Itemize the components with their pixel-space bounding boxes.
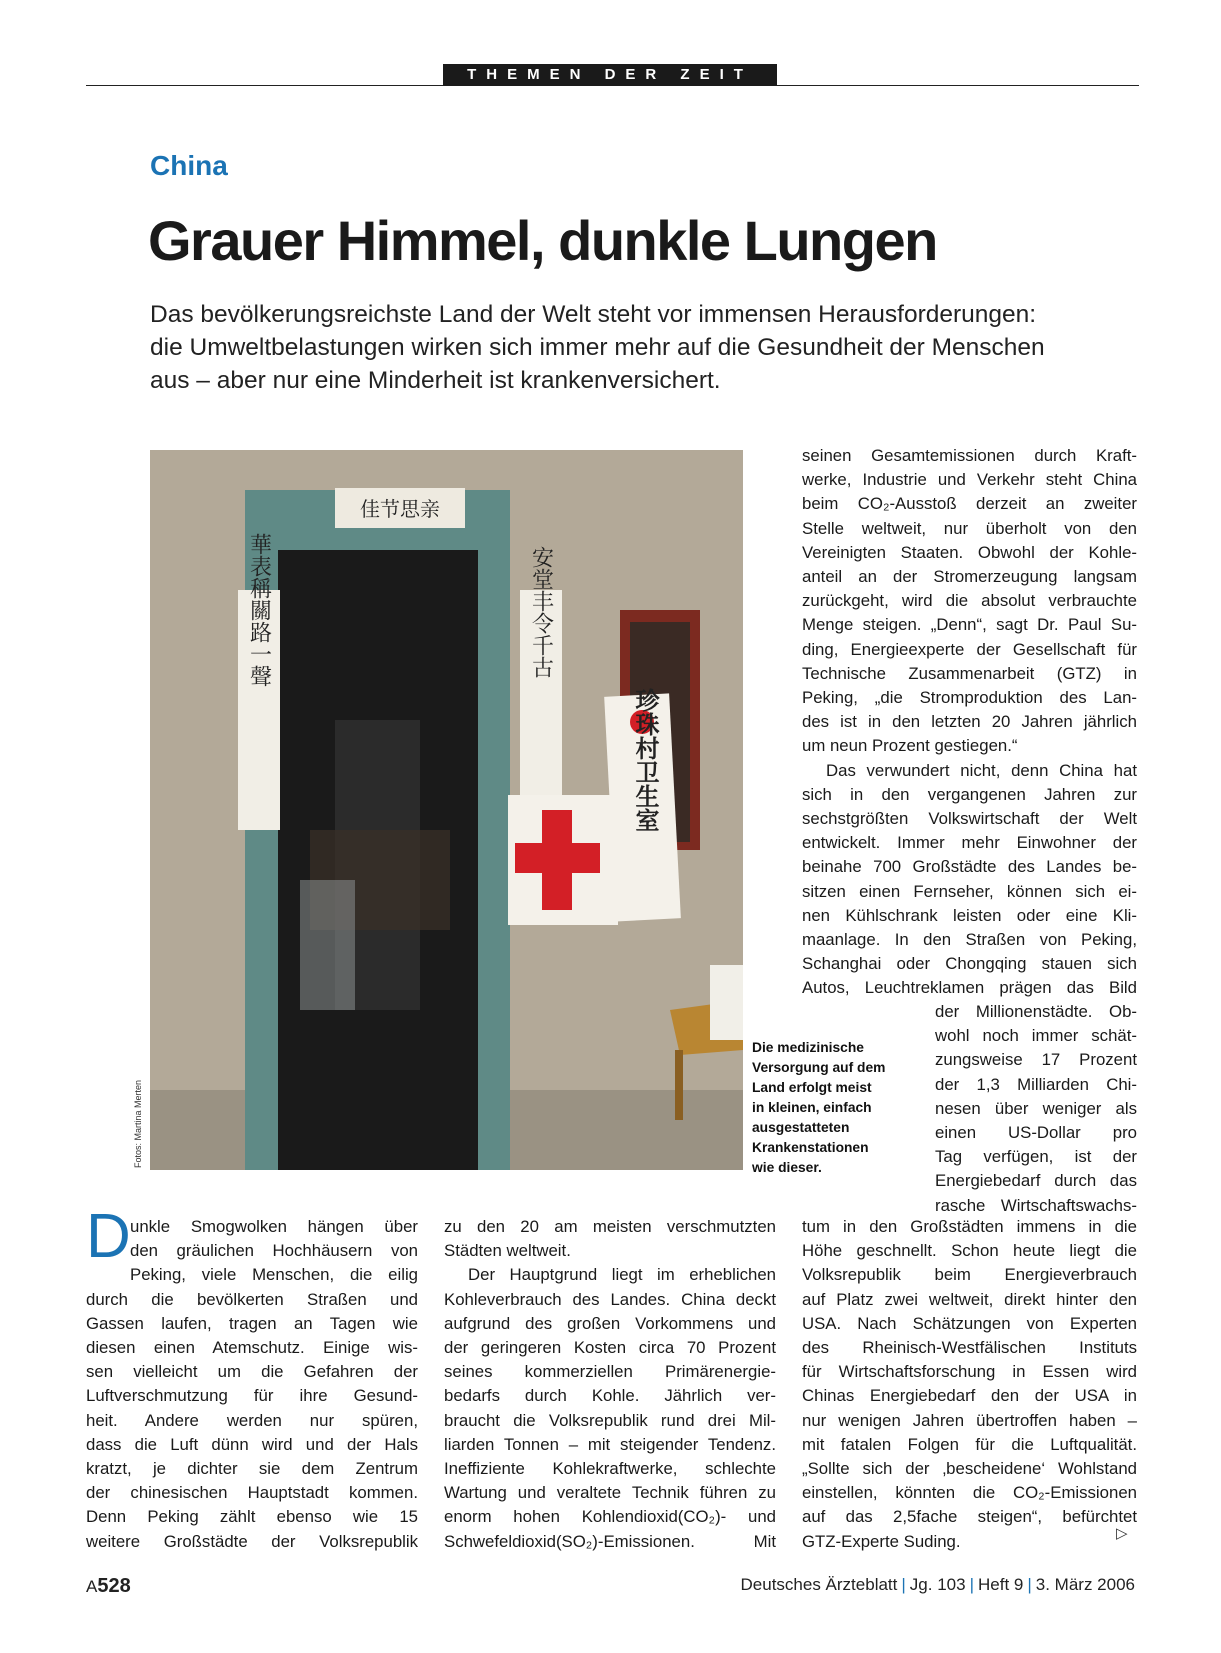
- drop-cap: D: [86, 1202, 131, 1271]
- text-line: Luftverschmutzung für ihre Gesund-: [86, 1386, 418, 1406]
- text-line: mit fatalen Folgen für die Luftqualität.: [802, 1434, 1137, 1454]
- text-line: braucht die Volksrepublik rund drei Mil-: [444, 1410, 776, 1430]
- text-line: tum in den Großstädten immens in die: [802, 1217, 1137, 1236]
- text-line: Das verwundert nicht, denn China hat: [826, 760, 1137, 780]
- lintel-sign-text: 佳节思亲: [360, 497, 440, 521]
- text-line: einen US-Dollar pro: [935, 1123, 1137, 1143]
- section-label: THEMEN DER ZEIT: [443, 64, 777, 86]
- page-number: [86, 1575, 131, 1598]
- text-line: Energiebedarf durch das: [935, 1171, 1137, 1191]
- text-line: wohl noch immer schät-: [935, 1026, 1137, 1046]
- text-line: sen vielleicht um die Gefahren der: [86, 1362, 418, 1382]
- text-line: maanlage. In den Straßen von Peking,: [802, 930, 1137, 950]
- text-line: USA. Nach Schätzungen von Experten: [802, 1313, 1137, 1333]
- text-line: weitere Großstädte der Volksrepublik: [86, 1531, 418, 1551]
- caption-line: Versorgung auf dem: [752, 1060, 886, 1075]
- text-line: anteil an der Stromerzeugung langsam: [802, 567, 1137, 587]
- text-line: den gräulichen Hochhäusern von: [130, 1241, 418, 1261]
- text-line: Wartung und veraltete Technik führen zu: [444, 1483, 776, 1503]
- body-column-right-bottom: [802, 1215, 1137, 1554]
- text-line: der 1,3 Milliarden Chi-: [935, 1074, 1137, 1094]
- lead-line: die Umweltbelastungen wirken sich immer mehr auf die Gesundheit der Menschen: [150, 334, 1045, 361]
- body-column-middle: [444, 1215, 776, 1554]
- text-line: Kohleverbrauch des Landes. China deckt: [444, 1289, 776, 1309]
- journal-name: Deutsches Ärzteblatt: [740, 1575, 898, 1594]
- article-photo: [150, 450, 743, 1170]
- text-line: Ineffiziente Kohlekraftwerke, schlechte: [444, 1459, 776, 1479]
- text-line: der Millionenstädte. Ob-: [935, 1002, 1137, 1021]
- photo-credit: Fotos: Martina Merten: [133, 1079, 143, 1168]
- body-column-left: [86, 1215, 418, 1554]
- text-line: werke, Industrie und Verkehr steht China: [802, 470, 1137, 490]
- text-line: Schwefeldioxid(SO₂)-Emissionen. Mit: [444, 1531, 776, 1551]
- journal-issue: Heft 9: [977, 1575, 1024, 1594]
- text-line: Menge steigen. „Denn“, sagt Dr. Paul Su-: [802, 615, 1137, 635]
- text-line: enorm hohen Kohlendioxid(CO₂)- und: [444, 1507, 776, 1527]
- article-lead: [150, 298, 1090, 397]
- text-line: Volksrepublik beim Energieverbrauch: [802, 1265, 1137, 1285]
- page-number-value: 528: [97, 1575, 131, 1597]
- text-line: nen Kühlschrank leisten oder eine Kli-: [802, 905, 1137, 925]
- text-line: für Wirtschaftsforschung in Essen wird: [802, 1362, 1137, 1382]
- lead-line: Das bevölkerungsreichste Land der Welt steht vor immensen Herausforderungen:: [150, 301, 1037, 328]
- text-line: beim CO₂-Ausstoß derzeit an zweiter: [802, 494, 1137, 514]
- continue-arrow-icon: ▷: [1116, 1525, 1128, 1542]
- photo-caption: [752, 1038, 912, 1178]
- text-line: dass die Luft dünn wird und der Hals: [86, 1434, 418, 1454]
- text-line: liarden Tonnen – mit steigender Tendenz.: [444, 1434, 776, 1454]
- text-line: der geringeren Kosten circa 70 Prozent: [444, 1338, 776, 1358]
- clinic-sign-text: 珍珠村卫生室: [631, 688, 659, 832]
- text-line: GTZ-Experte Suding.: [802, 1531, 961, 1551]
- text-line: der chinesischen Hauptstadt kommen.: [86, 1483, 418, 1503]
- text-line: unkle Smogwolken hängen über: [130, 1217, 418, 1236]
- right-scroll-text: 安堂丰令千古: [528, 546, 554, 678]
- text-line: Der Hauptgrund liegt im erheblichen: [468, 1265, 776, 1285]
- text-line: Schanghai oder Chongqing stauen sich: [802, 954, 1137, 974]
- text-line: kratzt, je dichter sie dem Zentrum: [86, 1459, 418, 1479]
- text-line: Denn Peking zählt ebenso wie 15: [86, 1507, 418, 1527]
- caption-line: Krankenstationen: [752, 1140, 869, 1155]
- text-line: Höhe geschnellt. Schon heute liegt die: [802, 1241, 1137, 1261]
- text-line: sich in den vergangenen Jahren zur: [802, 784, 1137, 804]
- caption-line: in kleinen, einfach: [752, 1100, 872, 1115]
- text-line: Autos, Leuchtreklamen prägen das Bild: [802, 978, 1137, 998]
- lead-line: aus – aber nur eine Minderheit ist krankenversichert.: [150, 367, 721, 394]
- left-scroll-text: 華表稱關路一聲: [246, 533, 272, 687]
- text-line: einstellen, könnten die CO₂-Emissionen: [802, 1483, 1137, 1503]
- text-line: Stelle weltweit, nur überholt von den: [802, 518, 1137, 538]
- text-line: Gassen laufen, tragen an Tagen wie: [86, 1313, 418, 1333]
- article-kicker: China: [150, 150, 228, 181]
- text-line: ding, Energieexperte der Gesellschaft für: [802, 639, 1137, 659]
- text-line: bedarfs durch Kohle. Jährlich ver-: [444, 1386, 776, 1406]
- text-line: entwickelt. Immer mehr Einwohner der: [802, 833, 1137, 853]
- text-line: Chinas Energiebedarf den der USA in: [802, 1386, 1137, 1406]
- text-line: zurückgeht, wird die absolut verbrauchte: [802, 591, 1137, 611]
- body-column-right-top: [802, 444, 1137, 1001]
- page-prefix: A: [86, 1577, 98, 1596]
- caption-line: Land erfolgt meist: [752, 1080, 872, 1095]
- text-line: auf Platz zwei weltweit, direkt hinter den: [802, 1289, 1137, 1309]
- text-line: Tag verfügen, ist der: [935, 1147, 1137, 1167]
- text-line: Technische Zusammenarbeit (GTZ) in: [802, 663, 1137, 683]
- text-line: Peking, „die Stromproduktion des Lan-: [802, 688, 1137, 708]
- text-line: beinahe 700 Großstädte des Landes be-: [802, 857, 1137, 877]
- text-line: sitzen einen Fernseher, können sich ei-: [802, 881, 1137, 901]
- text-line: rasche Wirtschaftswachs-: [935, 1195, 1137, 1215]
- journal-info: Deutsches Ärzteblatt | Jg. 103 | Heft 9 | 3. März 2006: [740, 1575, 1135, 1594]
- text-line: seinen Gesamtemissionen durch Kraft-: [802, 446, 1137, 465]
- text-line: sechstgrößten Volkswirtschaft der Welt: [802, 809, 1137, 829]
- text-line: Städten weltweit.: [444, 1241, 571, 1261]
- journal-date: 3. März 2006: [1035, 1575, 1135, 1594]
- journal-volume: Jg. 103: [909, 1575, 966, 1594]
- text-line: Peking, viele Menschen, die eilig: [130, 1265, 418, 1285]
- text-line: nur wenigen Jahren übertroffen haben –: [802, 1410, 1137, 1430]
- text-line: des ist in den letzten 20 Jahren jährlich: [802, 712, 1137, 732]
- text-line: heit. Andere werden nur spüren,: [86, 1410, 418, 1430]
- text-line: zungsweise 17 Prozent: [935, 1050, 1137, 1070]
- text-line: nesen über weniger als: [935, 1098, 1137, 1118]
- text-line: seines kommerziellen Primärenergie-: [444, 1362, 776, 1382]
- text-line: durch die bevölkerten Straßen und: [86, 1289, 418, 1309]
- text-line: diesen einen Atemschutz. Einige wis-: [86, 1338, 418, 1358]
- text-line: Vereinigten Staaten. Obwohl der Kohle-: [802, 542, 1137, 562]
- article-title: Grauer Himmel, dunkle Lungen: [148, 209, 937, 272]
- caption-line: wie dieser.: [752, 1160, 822, 1175]
- text-line: „Sollte sich der ‚bescheidene‘ Wohlstand: [802, 1459, 1137, 1479]
- text-line: aufgrund des großen Vorkommens und: [444, 1313, 776, 1333]
- text-line: um neun Prozent gestiegen.“: [802, 736, 1018, 756]
- text-line: des Rheinisch-Westfälischen Instituts: [802, 1338, 1137, 1358]
- text-line: zu den 20 am meisten verschmutzten: [444, 1217, 776, 1236]
- text-line: auf das 2,5fache steigen“, befürchtet: [802, 1507, 1137, 1527]
- caption-line: Die medizinische: [752, 1040, 864, 1055]
- body-column-right-narrow: [935, 1000, 1137, 1218]
- caption-line: ausgestatteten: [752, 1120, 850, 1135]
